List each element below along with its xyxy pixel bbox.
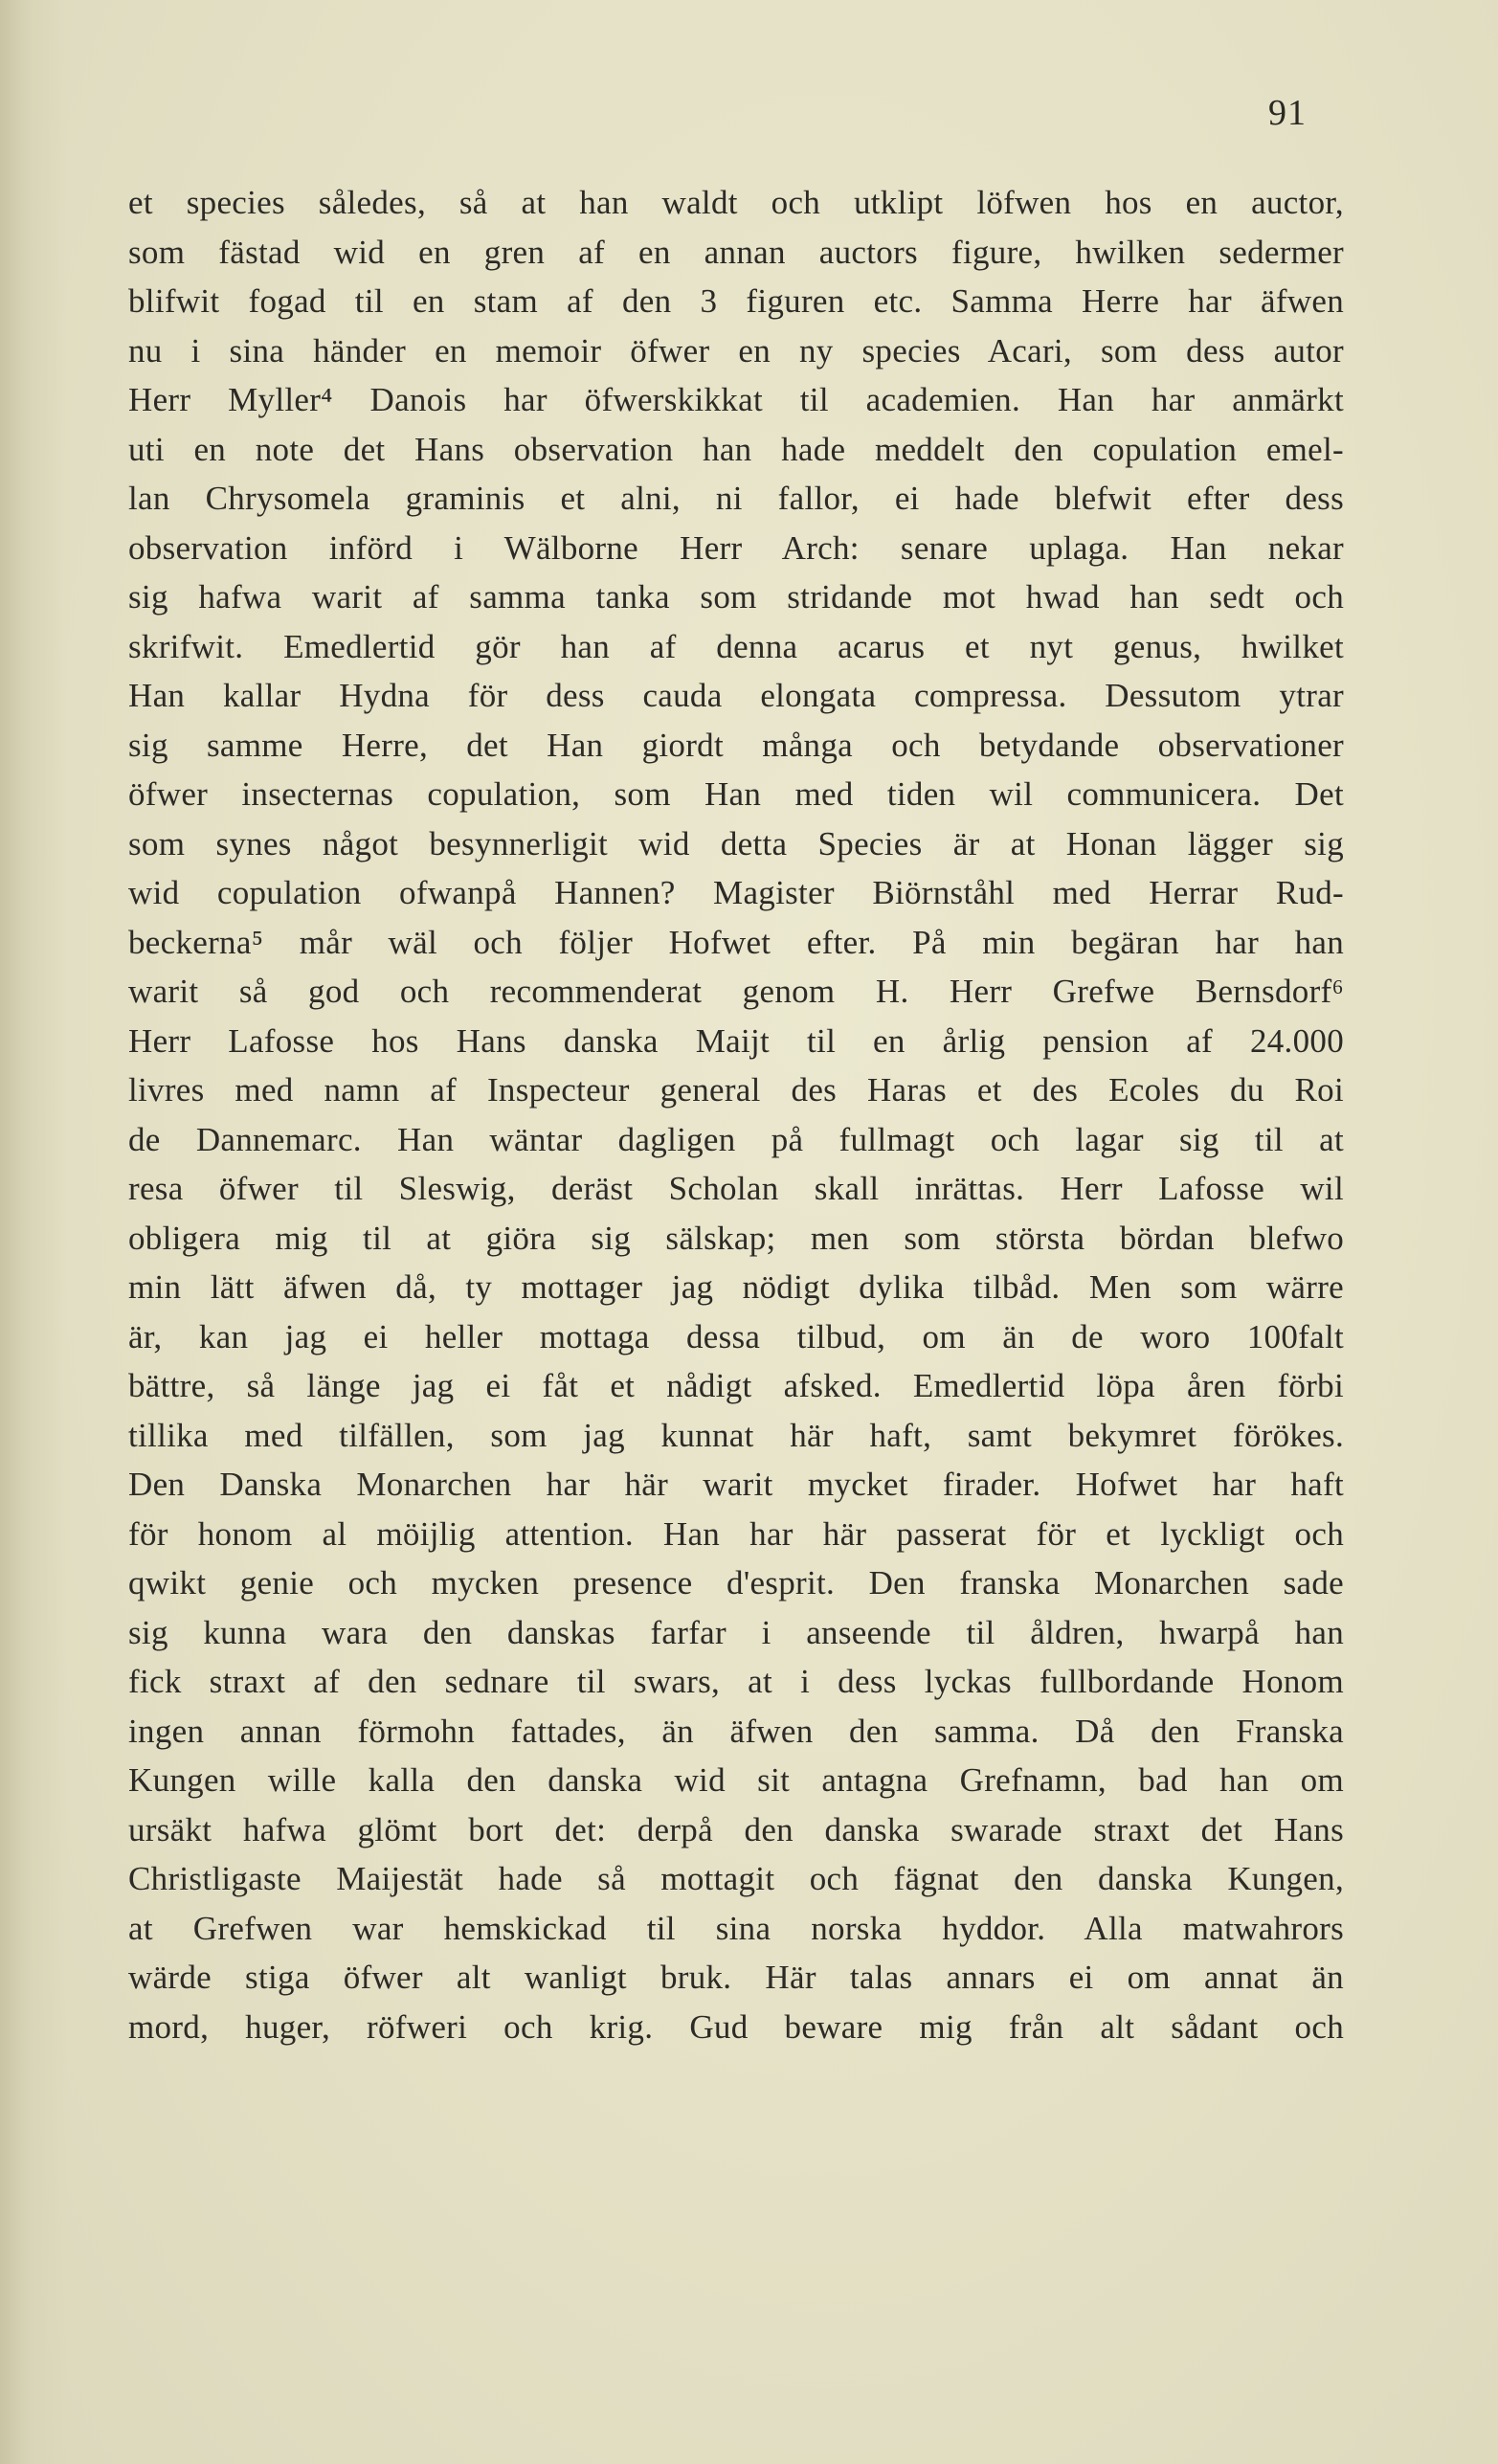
- text-line: skrifwit. Emedlertid gör han af denna acarus et nyt genus, hwilket: [128, 627, 1344, 665]
- text-line: et species således, så at han waldt och utklipt löfwen hos en auctor,: [128, 184, 1344, 221]
- text-line: min lätt äfwen då, ty mottager jag nödigt dylika tilbåd. Men som wärre: [128, 1268, 1344, 1306]
- text-line: qwikt genie och mycken presence d'esprit. Den franska Monarchen sade: [128, 1564, 1344, 1602]
- text-line: fick straxt af den sednare til swars, at i dess lyckas fullbordande Honom: [128, 1663, 1344, 1700]
- text-line: som fästad wid en gren af en annan auctors figure, hwilken sedermer: [128, 233, 1344, 271]
- text-line: sig samme Herre, det Han giordt många och betydande observationer: [128, 726, 1344, 764]
- text-line: är, kan jag ei heller mottaga dessa tilbud, om än de woro 100falt: [128, 1317, 1344, 1355]
- text-line: Christligaste Maijestät hade så mottagit och fägnat den danska Kungen,: [128, 1860, 1344, 1897]
- text-line: lan Chrysomela graminis et alni, ni fallor, ei hade blefwit efter dess: [128, 480, 1344, 517]
- text-line: ingen annan förmohn fattades, än äfwen den samma. Då den Franska: [128, 1712, 1344, 1750]
- text-line: observation införd i Wälborne Herr Arch: senare uplaga. Han nekar: [128, 528, 1344, 567]
- text-line: sig hafwa warit af samma tanka som stridande mot hwad han sedt och: [128, 578, 1344, 616]
- text-line: beckerna⁵ mår wäl och följer Hofwet efter. På min begäran har han: [128, 923, 1344, 961]
- text-line: ursäkt hafwa glömt bort det: derpå den danska swarade straxt det Hans: [128, 1810, 1344, 1848]
- text-line: nu i sina händer en memoir öfwer en ny species Acari, som dess autor: [128, 331, 1344, 370]
- text-line: at Grefwen war hemskickad til sina norska hyddor. Alla matwahrors: [128, 1909, 1344, 1947]
- text-line: de Dannemarc. Han wäntar dagligen på fullmagt och lagar sig til at: [128, 1120, 1344, 1158]
- text-line: livres med namn af Inspecteur general des Haras et des Ecoles du Roi: [128, 1071, 1344, 1109]
- text-line: resa öfwer til Sleswig, deräst Scholan skall inrättas. Herr Lafosse wil: [128, 1170, 1344, 1207]
- body-text: [128, 178, 1344, 2051]
- text-line: obligera mig til at giöra sig sälskap; men som största bördan blefwo: [128, 1219, 1344, 1257]
- text-line: sig kunna wara den danskas farfar i anseende til åldren, hwarpå han: [128, 1613, 1344, 1651]
- text-line: Han kallar Hydna för dess cauda elongata compressa. Dessutom ytrar: [128, 677, 1344, 714]
- text-line: som synes något besynnerligit wid detta Species är at Honan lägger sig: [128, 824, 1344, 862]
- text-line: öfwer insecternas copulation, som Han med tiden wil communicera. Det: [128, 775, 1344, 813]
- page-number: 91: [1268, 93, 1307, 133]
- text-line: Herr Myller⁴ Danois har öfwerskikkat til academien. Han har anmärkt: [128, 381, 1344, 418]
- text-line: uti en note det Hans observation han hade meddelt den copulation emel-: [128, 430, 1344, 468]
- text-line: Kungen wille kalla den danska wid sit antagna Grefnamn, bad han om: [128, 1761, 1344, 1799]
- gutter-shadow: [0, 0, 67, 2464]
- text-line: blifwit fogad til en stam af den 3 figuren etc. Samma Herre har äfwen: [128, 282, 1344, 320]
- text-line: mord, huger, röfweri och krig. Gud beware mig från alt sådant och: [128, 2007, 1344, 2046]
- text-line: bättre, så länge jag ei fåt et nådigt afsked. Emedlertid löpa åren förbi: [128, 1367, 1344, 1404]
- text-line: tillika med tilfällen, som jag kunnat här haft, samt bekymret förökes.: [128, 1416, 1344, 1454]
- text-line: wärde stiga öfwer alt wanligt bruk. Här talas annars ei om annat än: [128, 1959, 1344, 1996]
- text-line: wid copulation ofwanpå Hannen? Magister Biörnståhl med Herrar Rud-: [128, 874, 1344, 911]
- text-line: för honom al möijlig attention. Han har här passerat för et lyckligt och: [128, 1514, 1344, 1553]
- text-line: Herr Lafosse hos Hans danska Maijt til en årlig pension af 24.000: [128, 1021, 1344, 1060]
- text-line: Den Danska Monarchen har här warit mycket firader. Hofwet har haft: [128, 1466, 1344, 1503]
- text-line: warit så god och recommenderat genom H. Herr Grefwe Bernsdorf⁶: [128, 973, 1344, 1010]
